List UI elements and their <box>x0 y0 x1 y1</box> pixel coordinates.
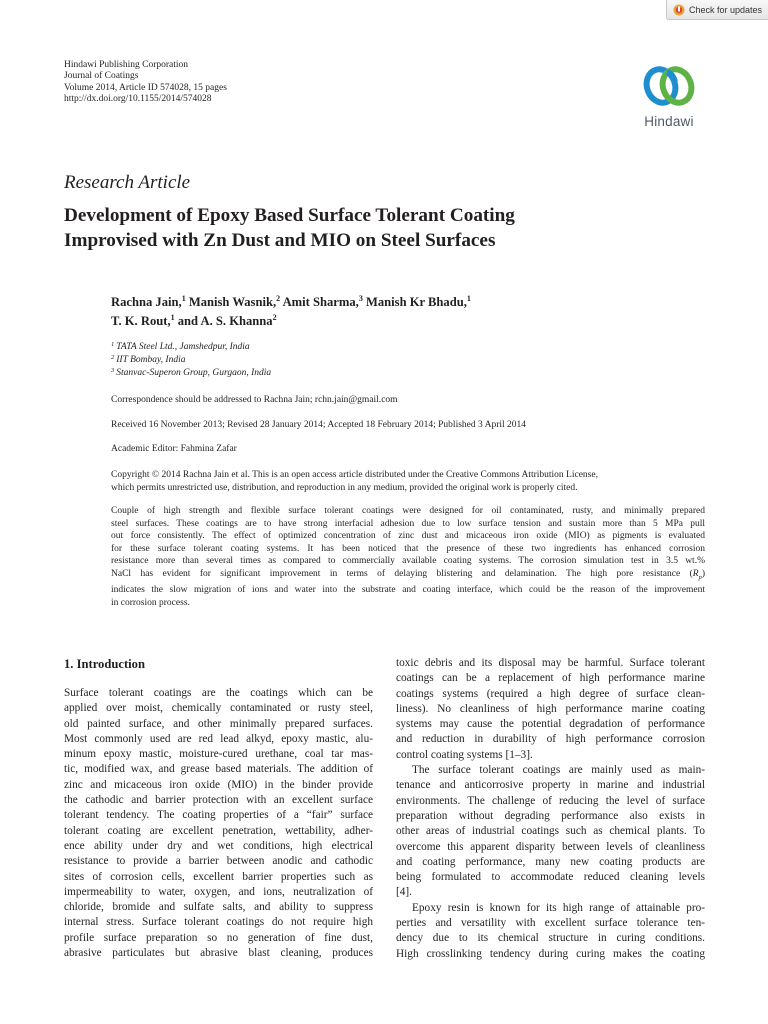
body-line: internal stress. Surface tolerant coatings do not require high <box>64 916 373 929</box>
hindawi-wordmark: Hindawi <box>644 114 694 129</box>
copyright-line: which permits unrestricted use, distribution, and reproduction in any medium, provided the original work is properly cited. <box>111 482 578 493</box>
abstract-line: for these surface tolerant coating systems. It has been noticed that the presence of these two ingredients has enhanced corrosion <box>111 543 705 554</box>
affiliation-item <box>111 354 271 367</box>
body-line: High crosslinking tendency during curing makes the coating <box>396 947 705 960</box>
body-line: systems may cause the potential degradation of performance <box>396 718 705 731</box>
body-line: liness). No cleanliness of high performance marine coating <box>396 702 705 715</box>
abstract-text: NaCl has evident for significant improvement in terms of delaying blistering and delamination. The high pore resistance ( <box>111 568 693 579</box>
volume-info: Volume 2014, Article ID 574028, 15 pages <box>64 82 227 93</box>
abstract <box>111 505 705 610</box>
body-line: toxic debris and its disposal may be harmful. Surface tolerant <box>396 657 705 669</box>
author-affil-mark: 2 <box>272 313 277 322</box>
body-line: chloride, bromide and sulfate salts, and ability to suppress <box>64 901 373 914</box>
copyright-notice <box>111 469 707 494</box>
body-line: dency due to its chemical structure in curing conditions. <box>396 932 705 945</box>
abstract-line <box>111 568 705 584</box>
body-line: zinc and micaceous iron oxide (MIO) in the binder provide <box>64 778 373 791</box>
symbol-letter: R <box>692 568 699 579</box>
body-line: The surface tolerant coatings are mainly used as main- <box>412 764 705 777</box>
body-line: minum epoxy mastic, moisture-cured urethane, coal tar mas- <box>64 748 373 761</box>
author-affil-mark: 3 <box>358 294 363 303</box>
symbol-subscript: p <box>698 573 702 581</box>
check-for-updates-button[interactable] <box>666 0 768 20</box>
author-name: Manish Wasnik, <box>185 295 277 309</box>
body-line: other areas of industrial coatings such as chemical plants. To <box>396 825 705 838</box>
affiliations <box>111 341 271 380</box>
correspondence: Correspondence should be addressed to Rachna Jain; rchn.jain@gmail.com <box>111 395 398 405</box>
article-title <box>64 203 684 253</box>
publication-dates: Received 16 November 2013; Revised 28 January 2014; Accepted 18 February 2014; Published 3 April 2014 <box>111 420 527 430</box>
hindawi-logo <box>634 58 704 136</box>
body-line: tic, modified wax, and grease based materials. The addition of <box>64 763 373 776</box>
abstract-line: in corrosion process. <box>111 598 190 609</box>
author-list <box>111 293 671 331</box>
body-line: perties and versatility with excellent surface tolerance ten- <box>396 917 705 930</box>
abstract-line: indicates the slow migration of ions and water into the substrate and coating interface, which could be the reason of the improvement <box>111 585 705 596</box>
author-affil-mark: 1 <box>466 294 471 303</box>
body-line: environments. The challenge of reducing the level of surface <box>396 794 705 807</box>
body-line: being formulated to accommodate reduced cleaning levels <box>396 871 705 884</box>
body-line: tolerant tendency. The coating properties of a “fair” surface <box>64 809 373 822</box>
author-name: Amit Sharma, <box>280 295 359 309</box>
author-name: Manish Kr Bhadu, <box>362 295 467 309</box>
body-line: impermeability to water, oxygen, and ions, neutralization of <box>64 885 373 898</box>
body-line: ence ability under dry and wet conditions, high electrical <box>64 839 373 852</box>
title-line: Development of Epoxy Based Surface Tolerant Coating <box>64 205 515 226</box>
body-line: profile surface preparation so no generation of fine dust, <box>64 931 373 944</box>
author-name: and A. S. Khanna <box>174 314 273 328</box>
body-line: resistance to provide a barrier between anodic and cathodic <box>64 855 373 868</box>
check-updates-label: Check for updates <box>689 4 763 15</box>
body-line: the cathodic and barrier protection with an excellent surface <box>64 794 373 807</box>
body-line: abrasive particulates but abrasive blast cleaning, produces <box>64 947 373 960</box>
affiliation-number: 3 <box>111 367 115 374</box>
pore-resistance-symbol <box>693 569 702 579</box>
author-affil-mark: 1 <box>181 294 186 303</box>
abstract-text: ) <box>701 568 705 579</box>
body-line: tenance and anticorrosive property in marine and industrial <box>396 779 705 792</box>
affiliation-number: 2 <box>111 354 115 361</box>
author-name: Rachna Jain, <box>111 295 182 309</box>
body-line: tolerant coating are excellent penetration, wettability, adher- <box>64 824 373 837</box>
section-heading-introduction: 1. Introduction <box>64 657 145 671</box>
journal-info <box>64 60 227 106</box>
author-affil-mark: 1 <box>170 313 175 322</box>
affiliation-text: Stanvac-Superon Group, Gurgaon, India <box>116 368 272 378</box>
publisher-name: Hindawi Publishing Corporation <box>64 60 189 70</box>
body-line: overcome this apparent disparity between levels of cleanliness <box>396 840 705 853</box>
abstract-line: resistance more than several times as compared to commercially available coating systems. The corrosion simulation test in 3.5 wt.% <box>111 556 705 567</box>
body-line: control coating systems [1–3]. <box>396 748 533 761</box>
hindawi-rings-icon <box>634 58 704 114</box>
copyright-line: Copyright © 2014 Rachna Jain et al. This is an open access article distributed under the Creative Commons Attribution License, <box>111 470 598 480</box>
affiliation-text: IIT Bombay, India <box>116 355 186 365</box>
check-updates-icon <box>673 4 685 16</box>
journal-name: Journal of Coatings <box>64 71 139 82</box>
author-line <box>111 293 671 312</box>
affiliation-item <box>111 367 271 380</box>
body-line: applied over moist, chemically contaminated or rusty steel, <box>64 702 373 715</box>
body-line: and coating performance, many new coating products are <box>396 855 705 868</box>
author-affil-mark: 2 <box>276 294 281 303</box>
body-line: Surface tolerant coatings are the coatings which can be <box>64 687 373 699</box>
body-line: coatings systems (required a high degree of surface clean- <box>396 687 705 700</box>
body-column-right <box>396 656 705 962</box>
body-line: preparation without degrading performance also exists in <box>396 809 705 822</box>
body-column-left <box>64 686 373 961</box>
body-line: Most commonly used are red lead alkyd, epoxy mastic, alu- <box>64 732 373 745</box>
body-line: old painted surface, and other minimally prepared surfaces. <box>64 717 373 730</box>
body-line: and reduction in durability of high performance corrosion <box>396 733 705 746</box>
affiliation-item <box>111 341 271 354</box>
affiliation-number: 1 <box>111 341 115 348</box>
title-line: Improvised with Zn Dust and MIO on Steel Surfaces <box>64 230 496 251</box>
body-line: Epoxy resin is known for its high range of attainable pro- <box>412 901 705 914</box>
body-line: coatings can be a replacement of high performance marine <box>396 672 705 685</box>
abstract-line: Couple of high strength and flexible surface tolerant coatings were designed for oil contaminated, rusty, and minimally prepared <box>111 506 705 516</box>
affiliation-text: TATA Steel Ltd., Jamshedpur, India <box>116 342 250 352</box>
abstract-line: out force consistently. The effect of optimized concentration of zinc dust and micaceous iron oxide (MIO) as pigments is evaluated <box>111 531 705 542</box>
author-name: T. K. Rout, <box>111 314 171 328</box>
academic-editor: Academic Editor: Fahmina Zafar <box>111 444 237 454</box>
author-line <box>111 312 671 331</box>
article-type: Research Article <box>64 172 191 193</box>
abstract-line: steel surfaces. These coatings are to have strong interfacial adhesion due to low surface tension and sustain more than 5 MPa pull <box>111 518 705 529</box>
doi-link[interactable]: http://dx.doi.org/10.1155/2014/574028 <box>64 94 212 105</box>
body-line: [4]. <box>396 886 412 899</box>
body-line: sites of corrosion cells, excellent barrier properties such as <box>64 870 373 883</box>
